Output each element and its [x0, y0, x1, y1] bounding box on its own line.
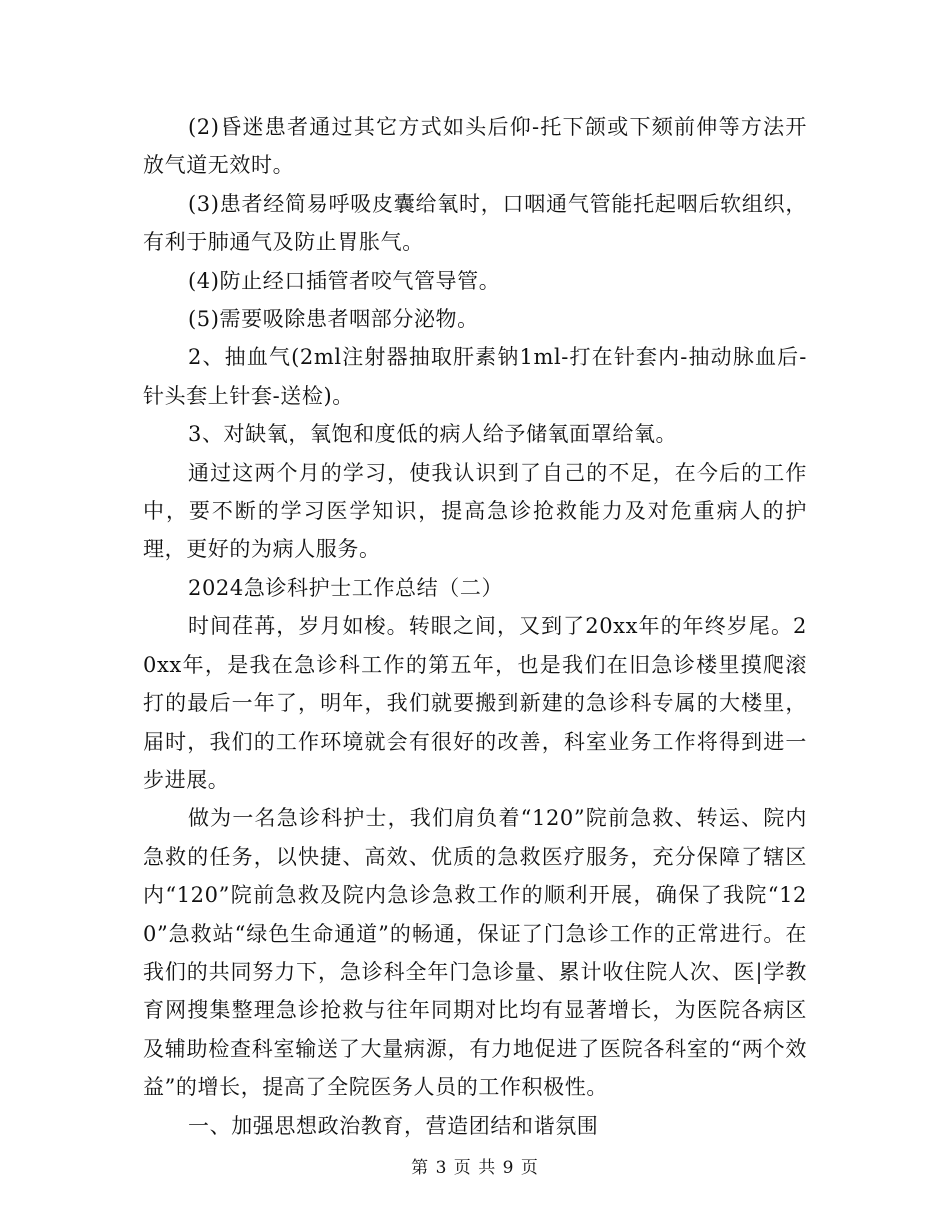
paragraph-item-5: (5)需要吸除患者咽部分泌物。 — [188, 307, 479, 332]
paragraph-item-4: (4)防止经口插管者咬气管导管。 — [188, 268, 501, 293]
paragraph-year-intro: 时间荏苒，岁月如梭。转眼之间，又到了20xx年的年终岁尾。20xx年，是我在急诊科工作的第五年，也是我们在旧急诊楼里摸爬滚打的最后一年了，明年，我们就要搬到新建的急诊科专属的大楼里，届时，我们的工作环境就会有很好的改善，科室业务工作将得到进一步进展。 — [143, 614, 807, 792]
paragraph-duties: 做为一名急诊科护士，我们肩负着“120”院前急救、转运、院内急救的任务，以快捷、高效、优质的急救医疗服务，充分保障了辖区内“120”院前急救及院内急诊急救工作的顺利开展，确保了我院“120”急救站“绿色生命通道”的畅通，保证了门急诊工作的正常进行。在我们的共同努力下，急诊科全年门急诊量、累计收住院人次、医|学教育网搜集整理急诊抢救与往年同期对比均有显著增长，为医院各病区及辅助检查科室输送了大量病源，有力地促进了医院各科室的“两个效益”的增长，提高了全院医务人员的工作积极性。 — [143, 806, 807, 1100]
document-body — [143, 108, 807, 1145]
section-title: 2024急诊科护士工作总结（二） — [188, 575, 504, 600]
page-number-footer: 第 3 页 共 9 页 — [411, 1158, 539, 1178]
paragraph-learning-summary: 通过这两个月的学习，使我认识到了自己的不足，在今后的工作中，要不断的学习医学知识，提高急诊抢救能力及对危重病人的护理，更好的为病人服务。 — [143, 460, 807, 562]
section-heading-one: 一、加强思想政治教育，营造团结和谐氛围 — [188, 1113, 599, 1138]
paragraph-item-3: (3)患者经简易呼吸皮囊给氧时，口咽通气管能托起咽后软组织，有利于肺通气及防止胃胀气。 — [143, 191, 807, 255]
paragraph-blood-gas: 2、抽血气(2ml注射器抽取肝素钠1ml-打在针套内-抽动脉血后-针头套上针套-送检)。 — [143, 345, 807, 408]
paragraph-oxygen-mask: 3、对缺氧，氧饱和度低的病人给予储氧面罩给氧。 — [188, 422, 678, 447]
paragraph-item-2: (2)昏迷患者通过其它方式如头后仰-托下颌或下颏前伸等方法开放气道无效时。 — [143, 115, 807, 178]
